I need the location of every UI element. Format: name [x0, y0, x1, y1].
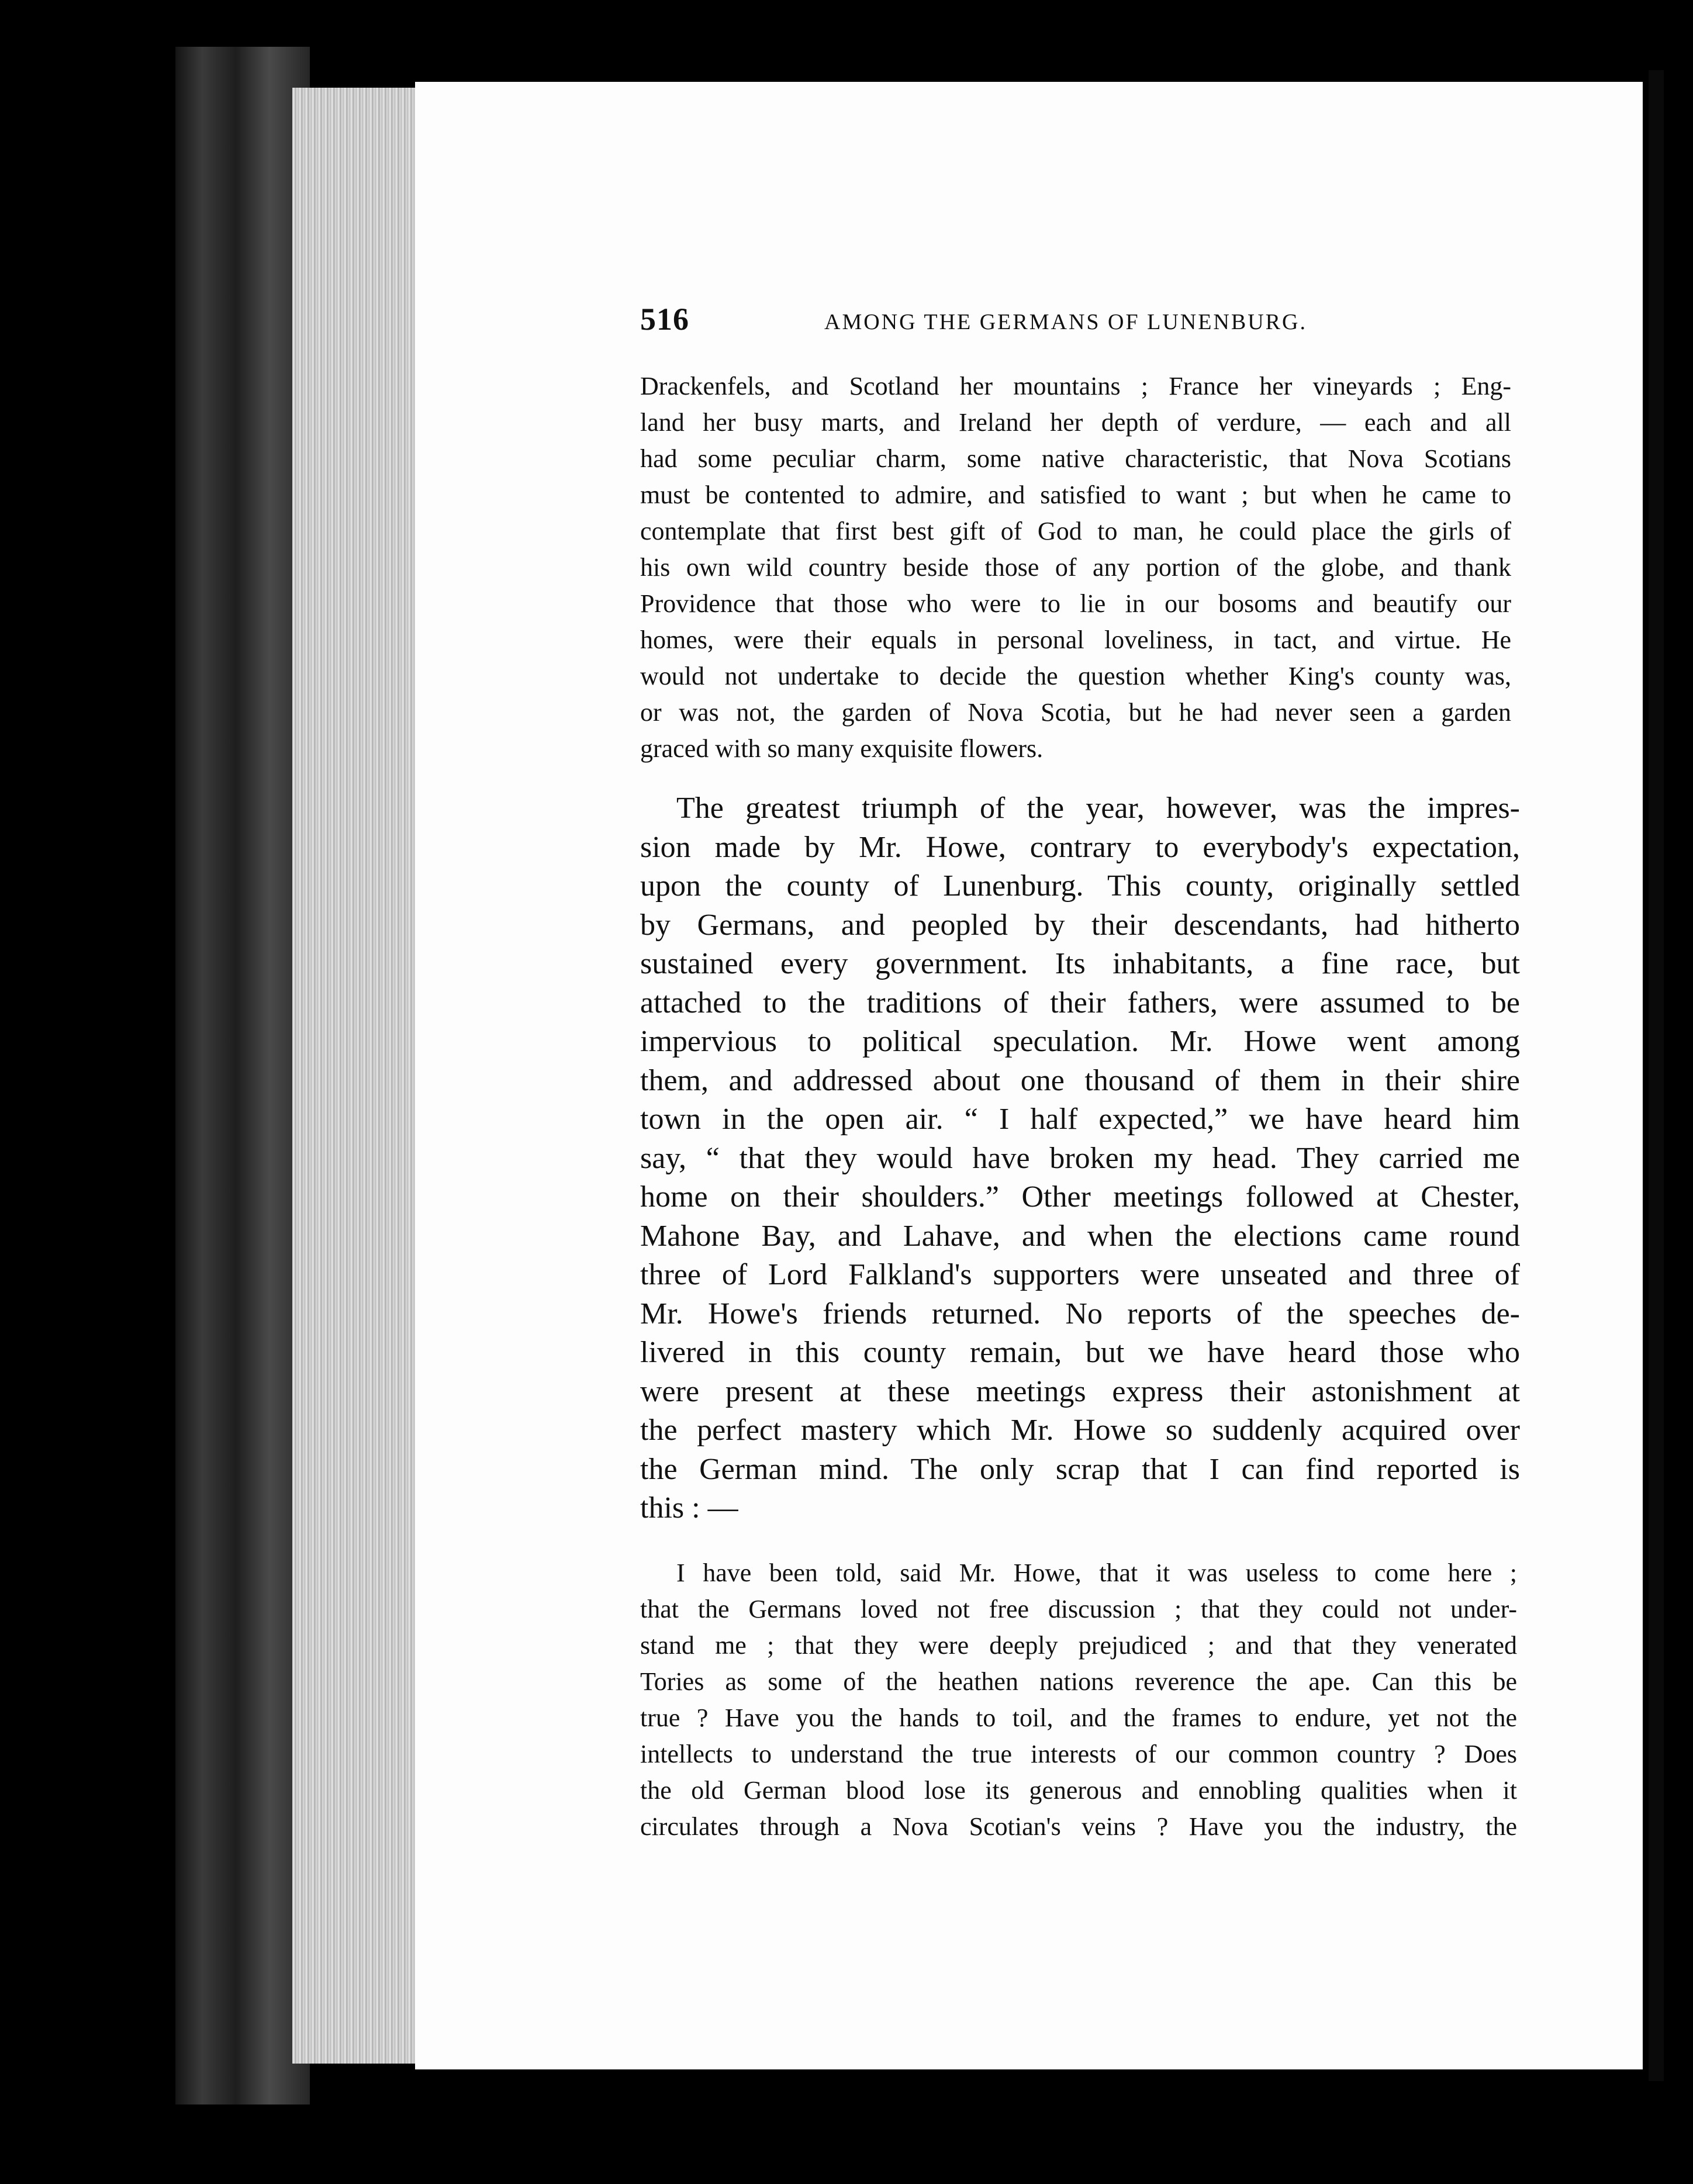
- page-number: 516: [640, 302, 689, 337]
- text-line: home on their shoulders.” Other meetings followed at Chester,: [640, 1180, 1520, 1214]
- text-line: the German mind. The only scrap that I can find reported is: [640, 1452, 1520, 1486]
- text-line: true ? Have you the hands to toil, and the frames to endure, yet not the: [640, 1703, 1517, 1732]
- text-line: The greatest triumph of the year, however, was the impres-: [676, 792, 1520, 825]
- text-line: sion made by Mr. Howe, contrary to everybody's expectation,: [640, 830, 1520, 864]
- text-line: sustained every government. Its inhabitants, a fine race, but: [640, 947, 1520, 980]
- text-line: Drackenfels, and Scotland her mountains ; France her vineyards ; Eng-: [640, 372, 1511, 400]
- paragraph-quotation: [640, 1555, 1517, 1845]
- paragraph-continuation: [640, 368, 1511, 767]
- text-line: must be contented to admire, and satisfied to want ; but when he came to: [640, 481, 1511, 509]
- text-line: that the Germans loved not free discussion ; that they could not under-: [640, 1595, 1517, 1623]
- text-line: Mr. Howe's friends returned. No reports of the speeches de-: [640, 1297, 1520, 1331]
- text-line: them, and addressed about one thousand of them in their shire: [640, 1063, 1520, 1097]
- text-line: Mahone Bay, and Lahave, and when the elections came round: [640, 1219, 1520, 1253]
- text-line: had some peculiar charm, some native characteristic, that Nova Scotians: [640, 444, 1511, 473]
- right-page-edge: [1649, 70, 1664, 2081]
- text-line: graced with so many exquisite flowers.: [640, 734, 1044, 763]
- text-line: upon the county of Lunenburg. This county, originally settled: [640, 869, 1520, 903]
- running-head: AMONG THE GERMANS OF LUNENBURG.: [824, 310, 1307, 334]
- text-line: three of Lord Falkland's supporters were unseated and three of: [640, 1258, 1520, 1291]
- paragraph-main: [640, 789, 1520, 1528]
- text-line: intellects to understand the true interests of our common country ? Does: [640, 1740, 1517, 1768]
- text-line: his own wild country beside those of any portion of the globe, and thank: [640, 553, 1511, 582]
- text-line: circulates through a Nova Scotian's veins ? Have you the industry, the: [640, 1812, 1517, 1841]
- text-line: land her busy marts, and Ireland her depth of verdure, — each and all: [640, 408, 1511, 437]
- text-line: I have been told, said Mr. Howe, that it was useless to come here ;: [676, 1558, 1517, 1587]
- text-line: the perfect mastery which Mr. Howe so suddenly acquired over: [640, 1414, 1520, 1447]
- text-line: were present at these meetings express their astonishment at: [640, 1374, 1520, 1408]
- text-line: attached to the traditions of their fathers, were assumed to be: [640, 986, 1520, 1020]
- text-line: contemplate that first best gift of God to man, he could place the girls of: [640, 517, 1511, 545]
- text-line: stand me ; that they were deeply prejudiced ; and that they venerated: [640, 1631, 1517, 1660]
- text-line: Providence that those who were to lie in our bosoms and beautify our: [640, 589, 1511, 618]
- text-line: or was not, the garden of Nova Scotia, but he had never seen a garden: [640, 698, 1511, 727]
- text-line: by Germans, and peopled by their descendants, had hitherto: [640, 908, 1520, 942]
- text-line: livered in this county remain, but we have heard those who: [640, 1336, 1520, 1369]
- text-line: would not undertake to decide the question whether King's county was,: [640, 662, 1511, 690]
- text-line: homes, were their equals in personal loveliness, in tact, and virtue. He: [640, 626, 1511, 654]
- text-line: Tories as some of the heathen nations reverence the ape. Can this be: [640, 1667, 1517, 1696]
- text-line: the old German blood lose its generous and ennobling qualities when it: [640, 1776, 1517, 1805]
- book-edge: [0, 0, 421, 2184]
- text-line: town in the open air. “ I half expected,” we have heard him: [640, 1103, 1520, 1136]
- text-line: say, “ that they would have broken my head. They carried me: [640, 1141, 1520, 1175]
- text-line: impervious to political speculation. Mr. Howe went among: [640, 1025, 1520, 1058]
- text-line: this : —: [640, 1491, 738, 1525]
- book-binding: [175, 47, 310, 2104]
- page-header: [640, 301, 1330, 348]
- page-stack-edges: [292, 88, 421, 2064]
